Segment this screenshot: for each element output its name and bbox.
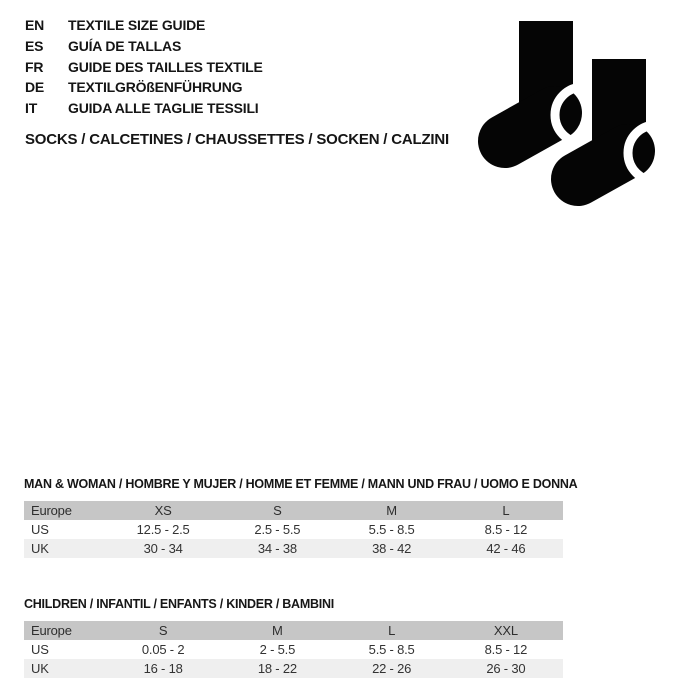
lang-label-it: GUIDA ALLE TAGLIE TESSILI xyxy=(68,100,259,117)
cell-uk-l: 22 - 26 xyxy=(372,661,412,676)
table-header-row xyxy=(24,621,563,640)
cell-uk-s: 16 - 18 xyxy=(143,661,183,676)
lang-code-it: IT xyxy=(25,100,38,117)
language-title-list xyxy=(25,15,263,119)
row-label-uk: UK xyxy=(31,661,49,676)
table-row-us xyxy=(24,520,563,539)
table-title-man-woman: MAN & WOMAN / HOMBRE Y MUJER / HOMME ET FEMME / MANN UND FRAU / UOMO E DONNA xyxy=(24,477,578,491)
row-label-us: US xyxy=(31,522,49,537)
lang-row-it xyxy=(25,98,263,119)
size-table-children xyxy=(24,621,563,678)
cell-us-s: 0.05 - 2 xyxy=(141,642,185,657)
lang-row-fr xyxy=(25,57,263,78)
lang-code-es: ES xyxy=(25,37,44,54)
row-label-uk: UK xyxy=(31,541,49,556)
table-section-man-woman xyxy=(24,477,578,558)
cell-us-l: 8.5 - 12 xyxy=(484,522,528,537)
lang-code-de: DE xyxy=(25,79,45,96)
lang-label-es: GUÍA DE TALLAS xyxy=(68,37,182,54)
table-row-uk xyxy=(24,539,563,558)
cell-us-s: 2.5 - 5.5 xyxy=(254,522,301,537)
cell-us-xxl: 8.5 - 12 xyxy=(484,642,528,657)
lang-row-es xyxy=(25,36,263,57)
row-label-us: US xyxy=(31,642,49,657)
lang-row-de xyxy=(25,77,263,98)
table-title-children: CHILDREN / INFANTIL / ENFANTS / KINDER / BAMBINI xyxy=(24,597,334,611)
cell-us-l: 5.5 - 8.5 xyxy=(368,642,415,657)
lang-label-de: TEXTILGRÖßENFÜHRUNG xyxy=(68,79,243,96)
cell-uk-xxl: 26 - 30 xyxy=(486,661,526,676)
lang-row-en xyxy=(25,15,263,36)
cell-uk-s: 34 - 38 xyxy=(257,541,297,556)
table-header-row xyxy=(24,501,563,520)
col-header-l: L xyxy=(388,623,396,638)
table-row-uk xyxy=(24,659,563,678)
cell-us-xs: 12.5 - 2.5 xyxy=(136,522,190,537)
col-header-xxl: XXL xyxy=(493,623,518,638)
col-header-europe: Europe xyxy=(31,503,72,518)
col-header-m: M xyxy=(272,623,283,638)
cell-us-m: 5.5 - 8.5 xyxy=(368,522,415,537)
table-row-us xyxy=(24,640,563,659)
lang-label-en: TEXTILE SIZE GUIDE xyxy=(68,17,206,33)
col-header-l: L xyxy=(502,503,510,518)
cell-us-m: 2 - 5.5 xyxy=(259,642,296,657)
col-header-xs: XS xyxy=(154,503,172,518)
socks-icon xyxy=(473,18,693,232)
lang-code-fr: FR xyxy=(25,58,44,75)
lang-label-fr: GUIDE DES TAILLES TEXTILE xyxy=(68,58,263,75)
col-header-s: S xyxy=(273,503,282,518)
cell-uk-l: 42 - 46 xyxy=(486,541,526,556)
lang-code-en: EN xyxy=(25,17,45,33)
table-section-children xyxy=(24,597,563,678)
cell-uk-m: 38 - 42 xyxy=(372,541,412,556)
col-header-m: M xyxy=(386,503,397,518)
size-table-man-woman xyxy=(24,501,563,558)
category-title: SOCKS / CALCETINES / CHAUSSETTES / SOCKEN / CALZINI xyxy=(25,131,450,148)
col-header-s: S xyxy=(158,623,168,638)
cell-uk-m: 18 - 22 xyxy=(257,661,297,676)
col-header-europe: Europe xyxy=(31,623,72,638)
cell-uk-xs: 30 - 34 xyxy=(143,541,183,556)
